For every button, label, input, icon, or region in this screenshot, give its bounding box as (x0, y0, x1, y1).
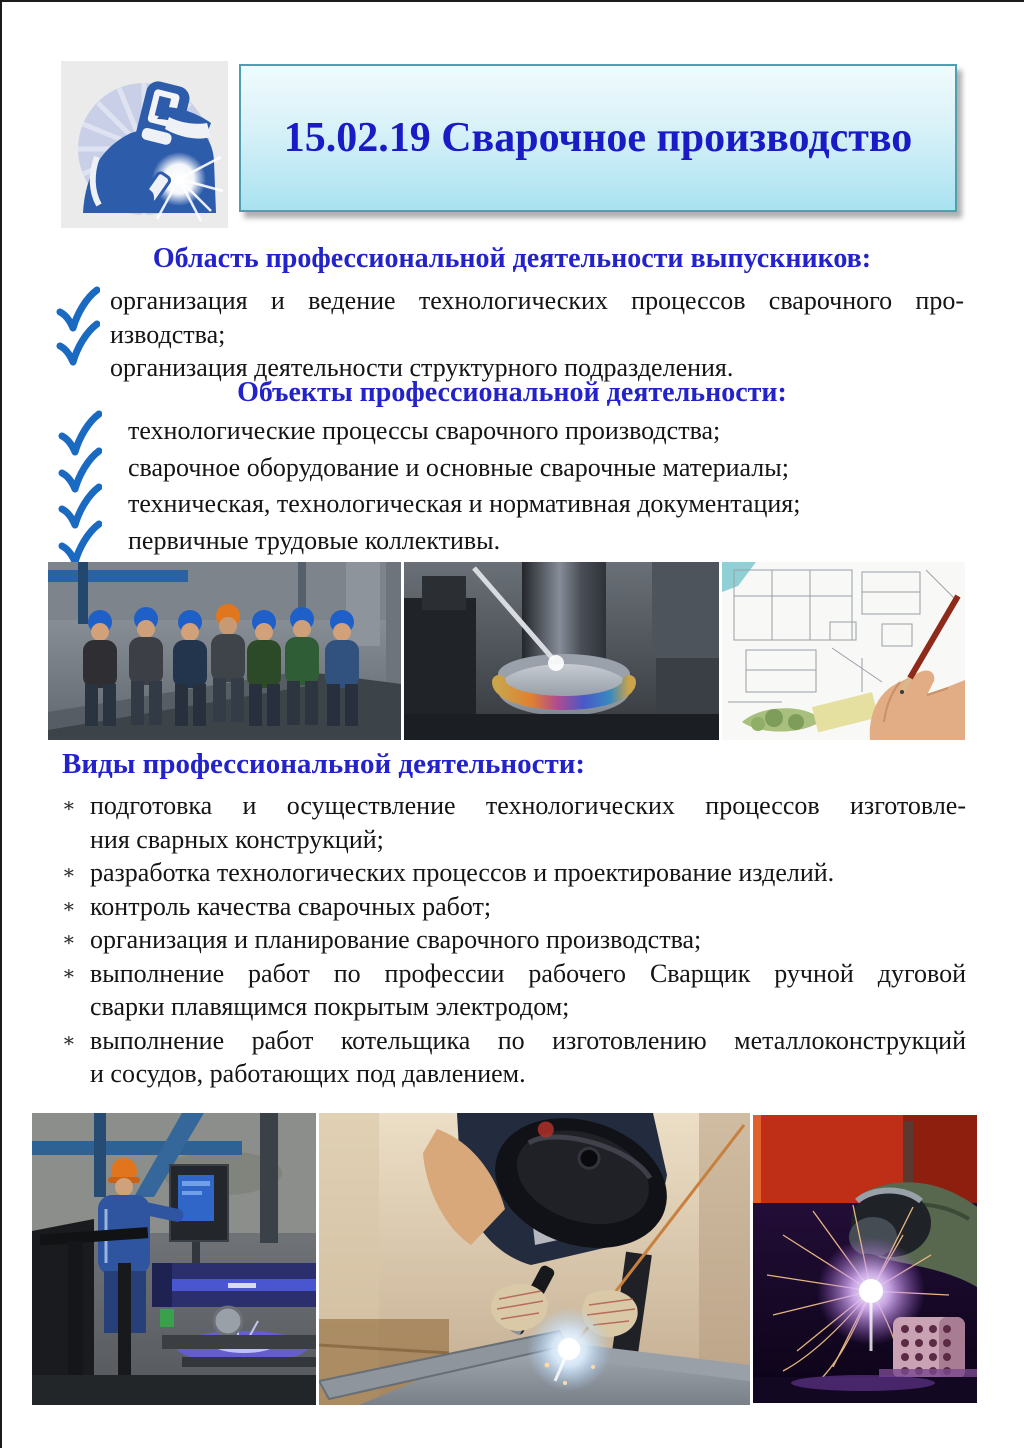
page-border-top (0, 0, 1024, 2)
checkmark-icon (56, 320, 100, 368)
objects-list (128, 413, 968, 559)
list-item-line: организация и планирование сварочного производства; (90, 925, 702, 954)
checkmark-icon (58, 520, 102, 568)
page-border-left (0, 0, 2, 1448)
tig-welding-photo (319, 1113, 750, 1405)
list-item (128, 450, 968, 487)
list-item-line: изводства; (110, 319, 226, 349)
list-item (128, 486, 968, 523)
weld-bead-closeup-photo (404, 562, 719, 740)
asterisk-marker: ∗ (62, 962, 76, 985)
asterisk-marker: ∗ (62, 862, 76, 884)
types-list (62, 789, 966, 1091)
asterisk-marker: ∗ (62, 895, 76, 918)
area-list (110, 284, 964, 385)
list-item-line: организация и ведение технологических процессов сварочного про- (110, 286, 964, 315)
section-heading-area: Область профессиональной деятельности выпускников: (152, 243, 872, 274)
asterisk-marker: ∗ (62, 929, 76, 951)
plasma-cutting-machine-photo (32, 1113, 316, 1405)
list-item-line: технологические процессы сварочного производства; (128, 416, 721, 445)
list-item-line: техническая, технологическая и нормативная документация; (128, 489, 801, 518)
asterisk-marker: ∗ (62, 1029, 76, 1052)
section-heading-types: Виды профессиональной деятельности: (62, 748, 586, 780)
list-item (128, 413, 968, 450)
welder-icon (61, 61, 228, 228)
welder-logo (61, 61, 228, 228)
section-heading-objects: Объекты профессиональной деятельности: (237, 377, 787, 408)
list-item (128, 523, 968, 560)
asterisk-marker: ∗ (62, 795, 76, 817)
list-item-line: разработка технологических процессов и проектирование изделий. (90, 858, 835, 887)
list-item-line: организация деятельности структурного подразделения. (110, 353, 734, 382)
list-item-line: сварки плавящимся покрытым электродом; (90, 992, 570, 1021)
list-item (62, 957, 966, 1024)
blueprint-hand-photo (722, 562, 965, 740)
list-item-line: сварочное оборудование и основные сварочные материалы; (128, 452, 789, 482)
welding-sparks-photo (753, 1115, 977, 1403)
list-item (110, 284, 964, 351)
list-item-line: первичные трудовые коллективы. (128, 525, 501, 555)
list-item (62, 923, 966, 957)
list-item (62, 1024, 966, 1091)
list-item-line: подготовка и осуществление технологических процессов изготовле- (90, 791, 966, 820)
list-item-line: контроль качества сварочных работ; (90, 891, 492, 921)
list-item-line: выполнение работ котельщика по изготовлению металлоконструкций (90, 1025, 966, 1055)
list-item-line: выполнение работ по профессии рабочего Сварщик ручной дуговой (90, 958, 966, 988)
program-title: 15.02.19 Сварочное производство (283, 115, 913, 161)
title-banner (239, 64, 957, 212)
list-item (62, 789, 966, 856)
list-item (62, 856, 966, 890)
list-item-line: ния сварных конструкций; (90, 824, 384, 854)
workers-group-photo (48, 562, 401, 740)
list-item (62, 890, 966, 924)
list-item-line: и сосудов, работающих под давлением. (90, 1059, 526, 1088)
